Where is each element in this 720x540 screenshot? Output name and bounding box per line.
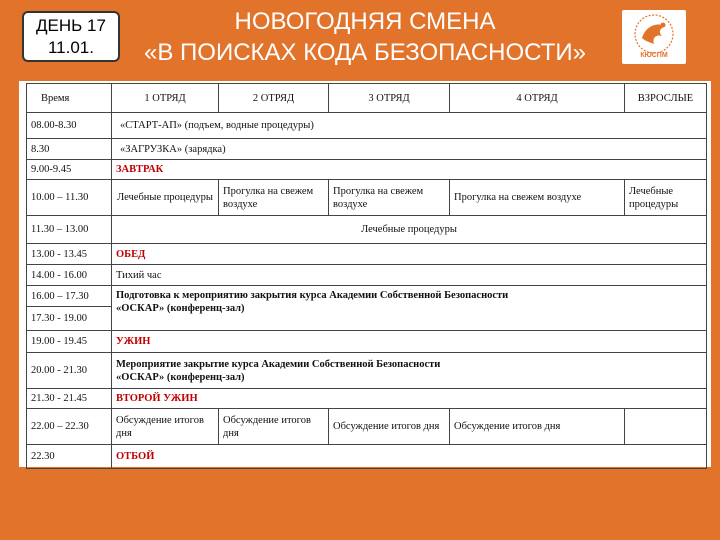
time-cell: 9.00-9.45 [27,160,112,180]
table-row [27,389,707,409]
time-cell: 10.00 – 11.30 [27,180,112,216]
time-cell: 21.30 - 21.45 [27,389,112,409]
meal-cell: ОБЕД [112,244,707,265]
table-row [27,331,707,353]
table-row [27,139,707,160]
activity-line: Мероприятие закрытие курса Академии Собственной Безопасности [116,358,441,370]
meal-cell: ЗАВТРАК [112,160,707,180]
title-line-2: «В ПОИСКАХ КОДА БЕЗОПАСНОСТИ» [144,39,586,66]
time-cell: 20.00 - 21.30 [27,353,112,389]
column-header: 3 ОТРЯД [329,84,450,113]
activity-cell: Обсуждение итогов дня [219,409,329,445]
time-cell: 17.30 - 19.00 [27,307,112,331]
column-header: 4 ОТРЯД [450,84,625,113]
activity-line: Подготовка к мероприятию закрытия курса Академии Собственной Безопасности [116,290,509,301]
day-badge [22,11,120,62]
activity-line: «ОСКАР» (конференц-зал) [116,371,245,383]
table-header-row [27,84,707,113]
activity-cell: Прогулка на свежем воздухе [329,180,450,216]
activity-cell: Тихий час [112,265,707,286]
activity-cell: Обсуждение итогов дня [450,409,625,445]
time-cell: 08.00-8.30 [27,113,112,139]
activity-cell [112,286,707,331]
time-cell: 13.00 - 13.45 [27,244,112,265]
day-date: 11.01. [47,38,94,57]
time-cell: 19.00 - 19.45 [27,331,112,353]
time-cell: 14.00 - 16.00 [27,265,112,286]
activity-cell: Лечебные процедуры [112,216,707,244]
activity-line: «ОСКАР» (конференц-зал) [116,303,245,314]
activity-cell: «СТАРТ-АП» (подъем, водные процедуры) [112,113,707,139]
table-row [27,409,707,445]
activity-cell: Лечебные процедуры [112,180,219,216]
table-row [27,113,707,139]
table-row [27,160,707,180]
meal-cell: УЖИН [112,331,707,353]
logo [622,10,686,64]
activity-cell: Обсуждение итогов дня [329,409,450,445]
activity-cell: «ЗАГРУЗКА» (зарядка) [112,139,707,160]
table-row [27,286,707,307]
time-cell: 11.30 – 13.00 [27,216,112,244]
meal-cell: ОТБОЙ [112,445,707,469]
empty-cell [625,409,707,445]
activity-cell: Прогулка на свежем воздухе [219,180,329,216]
column-header: ВЗРОСЛЫЕ [625,84,707,113]
schedule-table [26,83,707,469]
activity-cell [112,353,707,389]
table-row [27,445,707,469]
table-row [27,180,707,216]
meal-cell: ВТОРОЙ УЖИН [112,389,707,409]
day-label: ДЕНЬ 17 [36,16,106,35]
table-row [27,353,707,389]
column-header: 1 ОТРЯД [112,84,219,113]
table-row [27,244,707,265]
page-title [130,6,600,68]
time-cell: 22.00 – 22.30 [27,409,112,445]
time-cell: 16.00 – 17.30 [27,286,112,307]
activity-cell: Прогулка на свежем воздухе [450,180,625,216]
logo-text: КЮСПМ [640,52,668,59]
column-header: 2 ОТРЯД [219,84,329,113]
title-line-1: НОВОГОДНЯЯ СМЕНА [234,8,496,35]
table-row [27,216,707,244]
activity-cell: Лечебные процедуры [625,180,707,216]
schedule-sheet [19,81,711,467]
activity-cell: Обсуждение итогов дня [112,409,219,445]
time-cell: 22.30 [27,445,112,469]
time-cell: 8.30 [27,139,112,160]
table-row [27,265,707,286]
column-header: Время [27,84,112,113]
